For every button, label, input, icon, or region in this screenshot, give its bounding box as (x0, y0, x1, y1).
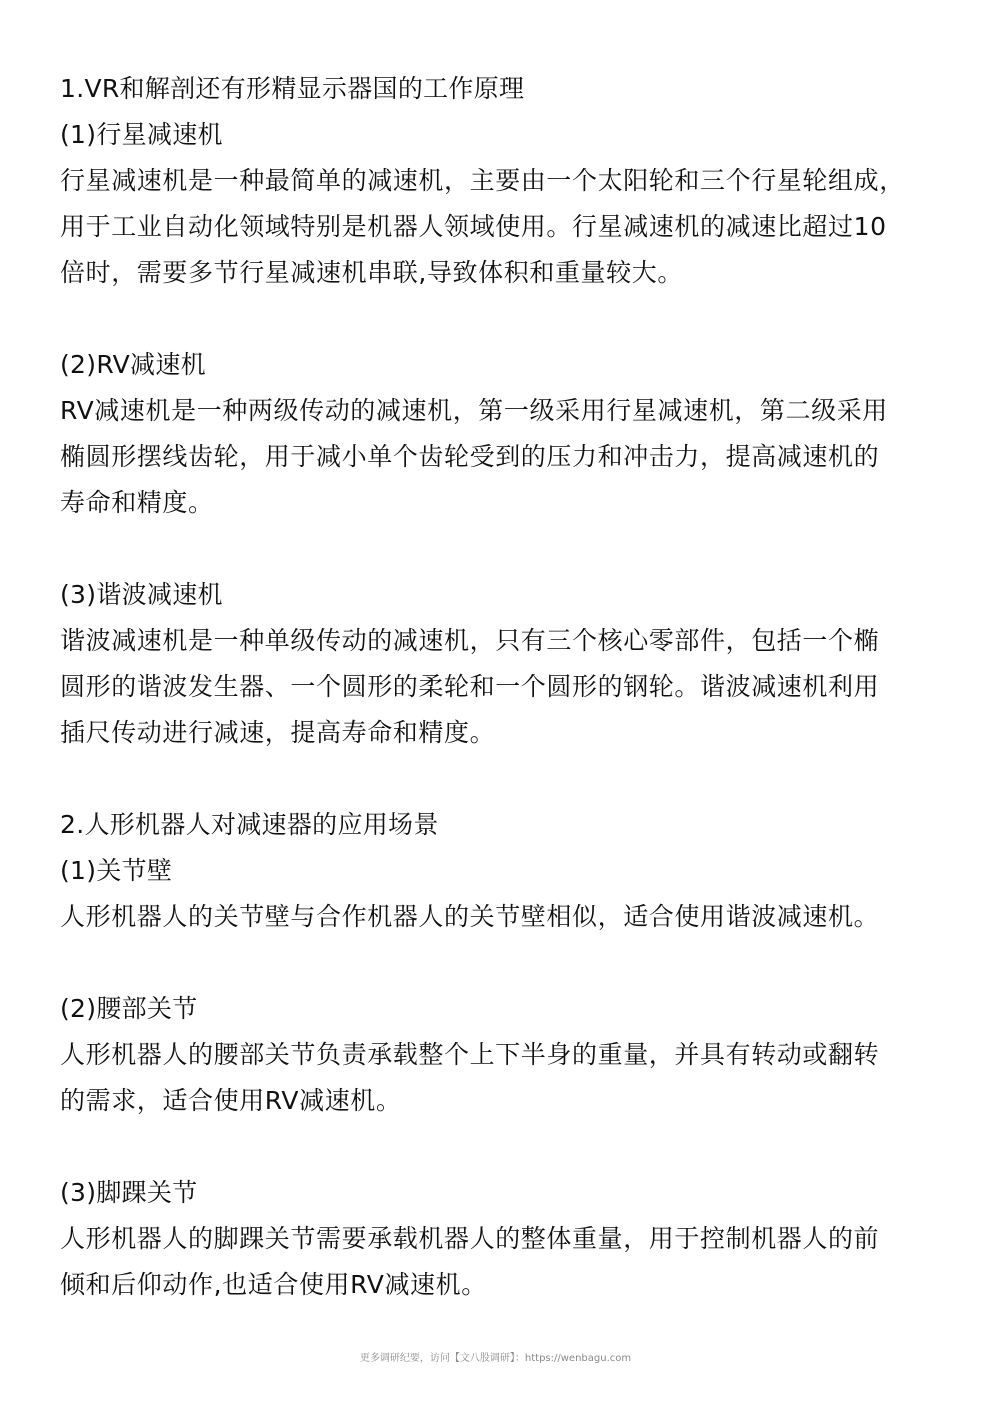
paragraph-line: 倾和后仰动作,也适合使用RV减速机。 (60, 1270, 487, 1299)
paragraph-line: 谐波减速机是一种单级传动的减速机，只有三个核心零部件，包括一个椭 (60, 626, 880, 655)
paragraph-line: 人形机器人的关节壁与合作机器人的关节壁相似，适合使用谐波减速机。 (60, 902, 880, 931)
paragraph-line: 人形机器人的腰部关节负责承载整个上下半身的重量，并具有转动或翻转 (60, 1040, 880, 1069)
paragraph-line: 圆形的谐波发生器、一个圆形的柔轮和一个圆形的钢轮。谐波减速机利用 (60, 672, 880, 701)
paragraph-line: 插尺传动进行减速，提高寿命和精度。 (60, 718, 496, 747)
spacer (60, 1124, 940, 1170)
page-footer: 更多调研纪要，访问【文八股调研】：https://wenbagu.com (359, 1353, 632, 1364)
paragraph-line: 寿命和精度。 (60, 488, 214, 517)
paragraph-line: 用于工业自动化领域特别是机器人领域使用。行星减速机的减速比超过10 (60, 212, 887, 241)
paragraph (60, 894, 940, 940)
subsection-title: (1)行星减速机 (60, 120, 223, 149)
paragraph (60, 1216, 940, 1308)
paragraph-line: 倍时，需要多节行星减速机串联,导致体积和重量较大。 (60, 258, 683, 287)
paragraph-line: 椭圆形摆线齿轮，用于减小单个齿轮受到的压力和冲击力，提高减速机的 (60, 442, 880, 471)
subsection-title: (2)RV减速机 (60, 350, 206, 379)
paragraph-line: 人形机器人的脚踝关节需要承载机器人的整体重量，用于控制机器人的前 (60, 1224, 880, 1253)
section-heading: 1.VR和解剖还有形精显示器国的工作原理 (60, 74, 525, 103)
spacer (60, 296, 940, 342)
document-body (60, 66, 940, 1308)
paragraph (60, 158, 940, 296)
paragraph (60, 618, 940, 756)
spacer (60, 940, 940, 986)
paragraph (60, 1032, 940, 1124)
section-heading: 2.人形机器人对减速器的应用场景 (60, 810, 439, 839)
spacer (60, 526, 940, 572)
spacer (60, 756, 940, 802)
subsection-title: (1)关节壁 (60, 856, 173, 885)
subsection-title: (2)腰部关节 (60, 994, 198, 1023)
subsection-title: (3)谐波减速机 (60, 580, 223, 609)
paragraph-line: 行星减速机是一种最简单的减速机，主要由一个太阳轮和三个行星轮组成， (60, 166, 905, 195)
paragraph-line: RV减速机是一种两级传动的减速机，第一级采用行星减速机，第二级采用 (60, 396, 888, 425)
paragraph (60, 388, 940, 526)
subsection-title: (3)脚踝关节 (60, 1178, 198, 1207)
paragraph-line: 的需求，适合使用RV减速机。 (60, 1086, 402, 1115)
